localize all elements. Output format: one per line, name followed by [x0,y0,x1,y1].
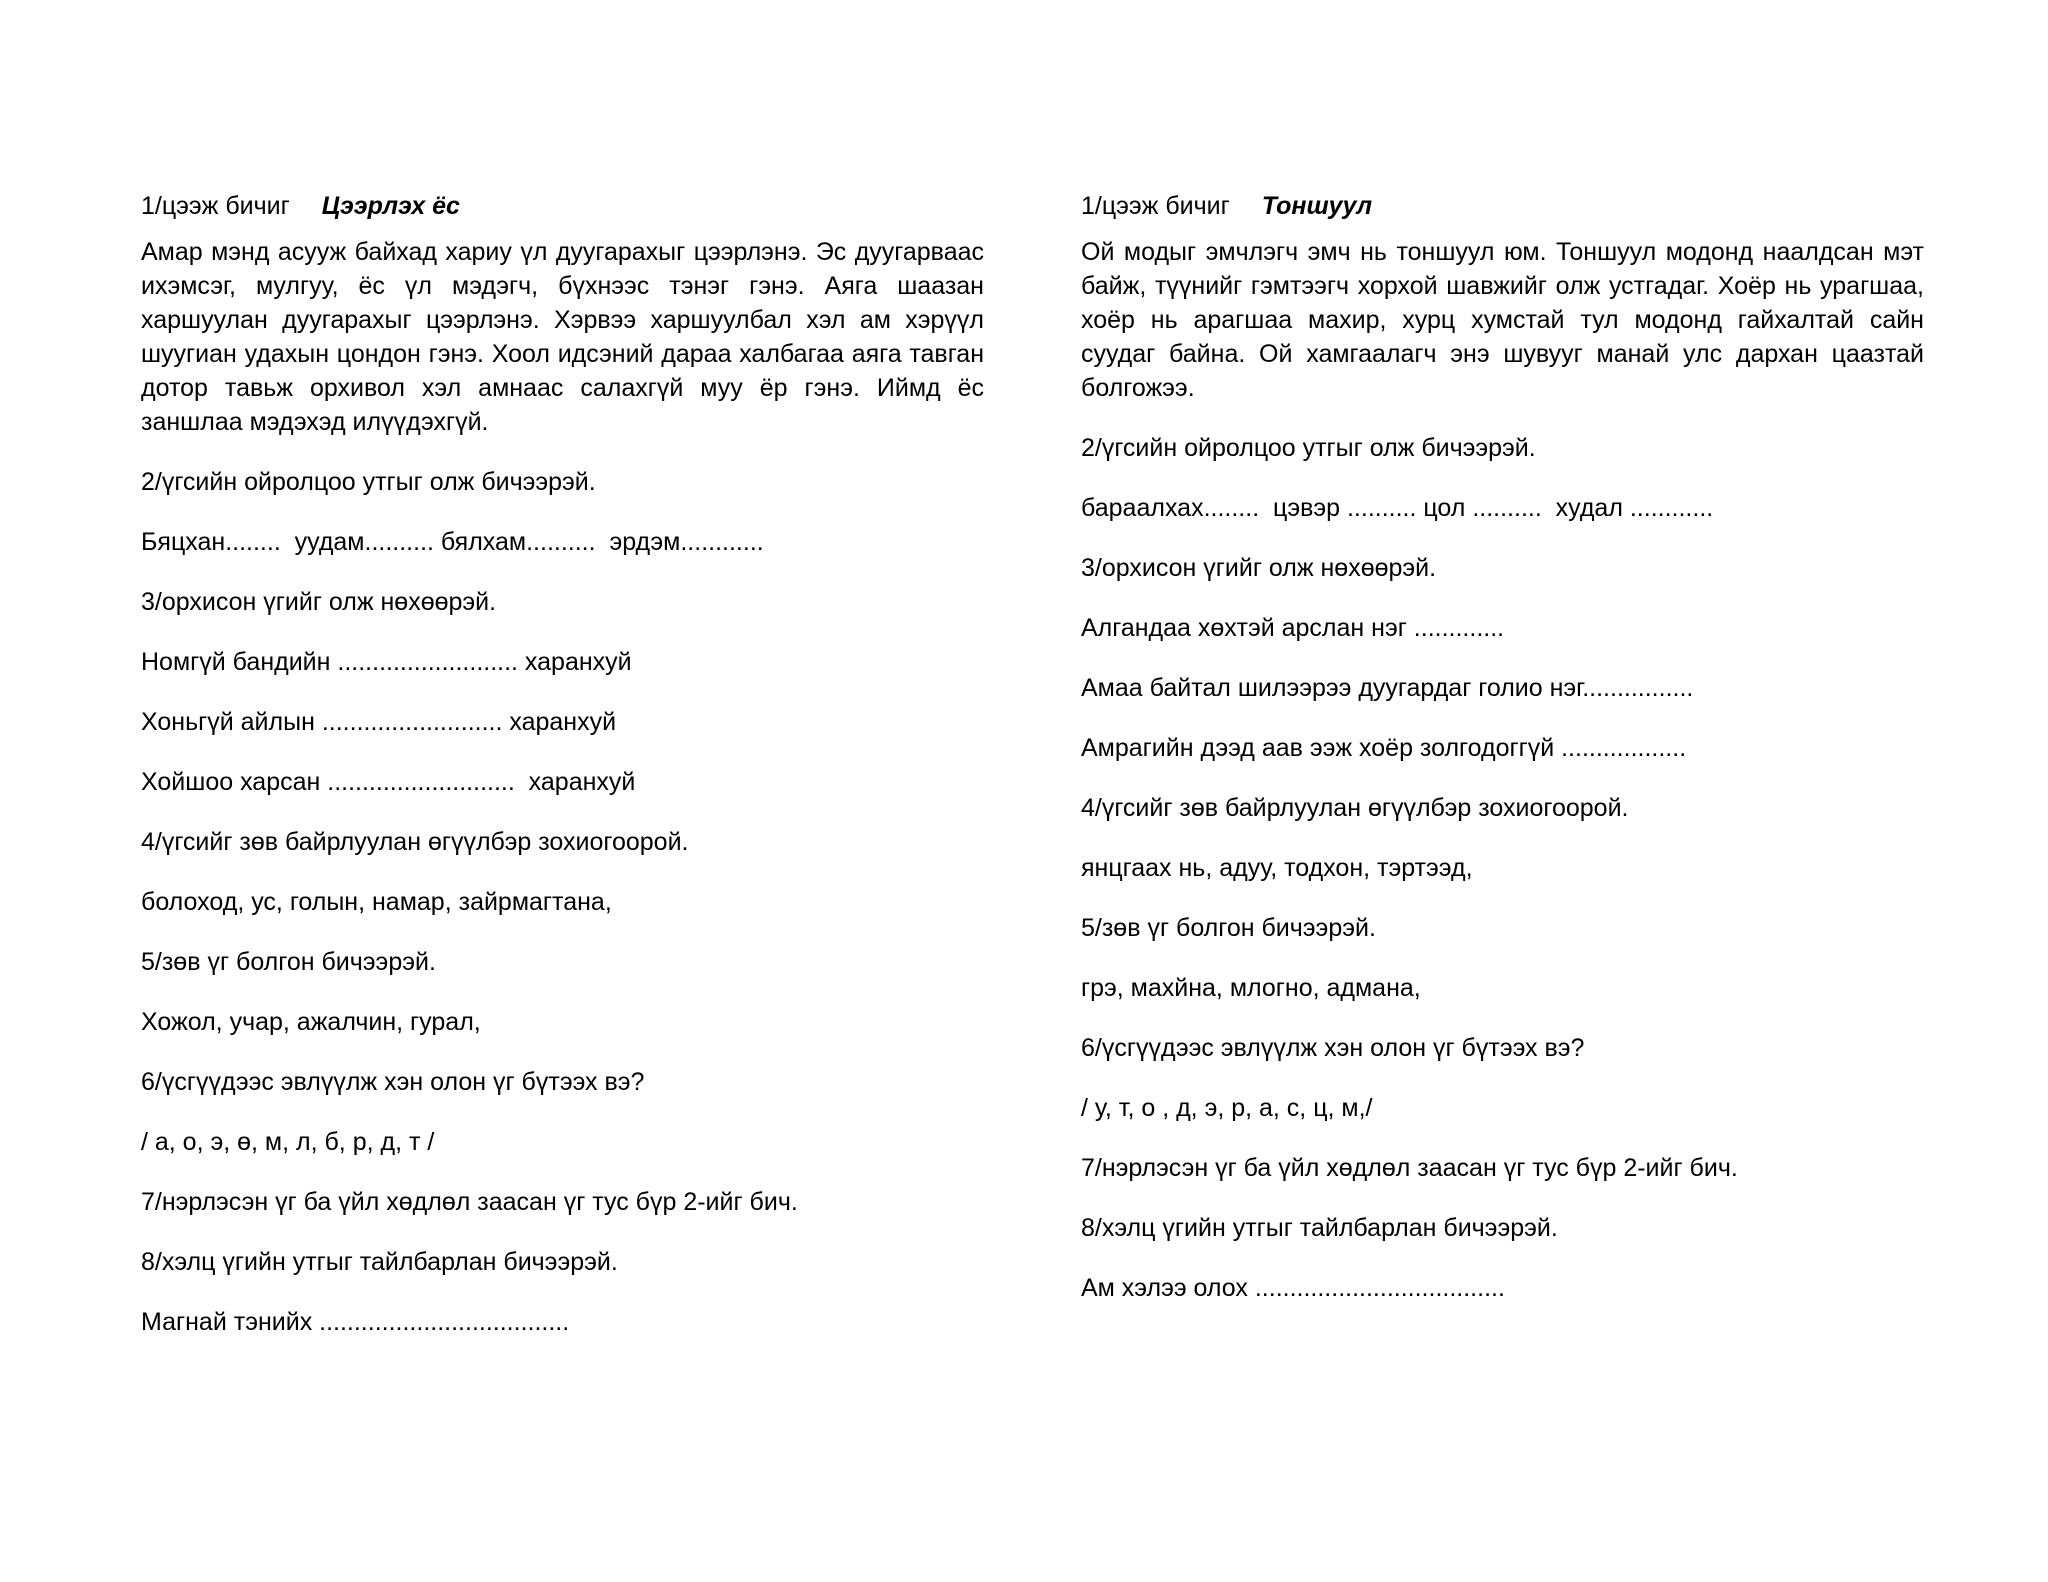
right-task-5-prompt: 5/зөв үг болгон бичээрэй. [1081,914,1376,942]
left-task-8-idiom: Магнай тэнийх .................................... [141,1308,570,1336]
left-task-4-words: болоход, ус, голын, намар, зайрмагтана, [141,888,612,916]
right-task-8-idiom: Ам хэлээ олох .................................... [1081,1274,1505,1302]
right-task-6-prompt: 6/үсгүүдээс эвлүүлж хэн олон үг бүтээх вэ? [1081,1034,1585,1062]
left-task-3-item-3: Хойшоо харсан ........................... харанхуй [141,768,636,796]
right-task-6-letters: / у, т, о , д, э, р, а, с, ц, м,/ [1081,1094,1373,1122]
right-task-5-words: грэ, махйна, млогно, адмана, [1081,974,1421,1002]
left-story-text: Амар мэнд асууж байхад хариу үл дуугарахыг цээрлэнэ. Эс дуугарваас ихэмсэг, мулгуу, ёс үл мэдэгч, бүхнээс тэнэг гэнэ. Аяга шаазан харшуулан дуугарахыг цээрлэнэ. Хэрвээ харшуулбал хэл ам хэрүүл шуугиан удахын цондон гэнэ. Хоол идсэний дараа халбагаа аяга тавган дотор тавьж орхивол хэл амнаас салахгүй муу ёр гэнэ. Иймд ёс заншлаа мэдэхэд илүүдэхгүй. [141,238,984,436]
left-task-7-prompt: 7/нэрлэсэн үг ба үйл хөдлөл заасан үг тус бүр 2-ийг бич. [141,1188,798,1216]
right-story-text: Ой модыг эмчлэгч эмч нь тоншуул юм. Тоншуул модонд наалдсан мэт байж, түүнийг гэмтээгч хорхой шавжийг олж устгадаг. Хоёр нь урагшаа, хоёр нь арагшаа махир, хурц хумстай тул модонд гайхалтай сайн суудаг байна. Ой хамгаалагч энэ шувууг манай улс дархан цаазтай болгожээ. [1081,238,1924,402]
right-task-2-prompt: 2/үгсийн ойролцоо утгыг олж бичээрэй. [1081,434,1536,462]
left-task-5-words: Хожол, учар, ажалчин, гурал, [141,1008,481,1036]
right-task-3-item-2: Амаа байтал шилээрээ дуугардаг голио нэг................ [1081,674,1694,702]
left-story-title: Цээрлэх ёс [321,192,460,220]
right-task-3-prompt: 3/орхисон үгийг олж нөхөөрэй. [1081,554,1437,582]
left-heading-label: 1/цээж бичиг [141,192,290,220]
left-task-3-item-2: Хоньгүй айлын .......................... харанхуй [141,708,617,736]
right-heading-label: 1/цээж бичиг [1081,192,1230,220]
left-task-8-prompt: 8/хэлц үгийн утгыг тайлбарлан бичээрэй. [141,1248,618,1276]
left-task-2-prompt: 2/үгсийн ойролцоо утгыг олж бичээрэй. [141,468,596,496]
right-task-3-item-3: Амрагийн дээд аав ээж хоёр золгодоггүй .................. [1081,734,1687,762]
left-worksheet-column [141,189,984,1365]
right-heading [1081,189,1924,223]
left-task-6-letters: / а, о, э, ө, м, л, б, р, д, т / [141,1128,435,1156]
left-task-3-item-1: Номгүй бандийн .......................... харанхуй [141,648,632,676]
left-task-4-prompt: 4/үгсийг зөв байрлуулан өгүүлбэр зохиогоорой. [141,828,689,856]
left-task-6-prompt: 6/үсгүүдээс эвлүүлж хэн олон үг бүтээх вэ? [141,1068,645,1096]
right-story-title: Тоншуул [1261,192,1373,220]
right-task-7-prompt: 7/нэрлэсэн үг ба үйл хөдлөл заасан үг тус бүр 2-ийг бич. [1081,1154,1738,1182]
left-heading [141,189,984,223]
right-task-4-words: янцгаах нь, адуу, тодхон, тэртээд, [1081,854,1473,882]
right-task-4-prompt: 4/үгсийг зөв байрлуулан өгүүлбэр зохиогоорой. [1081,794,1629,822]
right-worksheet-column [1081,189,1924,1331]
right-task-2-words: бараалхах........ цэвэр .......... цол .......... худал ............ [1081,494,1714,522]
right-task-8-prompt: 8/хэлц үгийн утгыг тайлбарлан бичээрэй. [1081,1214,1558,1242]
left-task-2-words: Бяцхан........ уудам.......... бялхам.......... эрдэм............ [141,528,764,556]
right-task-3-item-1: Алгандаа хөхтэй арслан нэг ............. [1081,614,1505,642]
left-task-5-prompt: 5/зөв үг болгон бичээрэй. [141,948,436,976]
left-task-3-prompt: 3/орхисон үгийг олж нөхөөрэй. [141,588,497,616]
